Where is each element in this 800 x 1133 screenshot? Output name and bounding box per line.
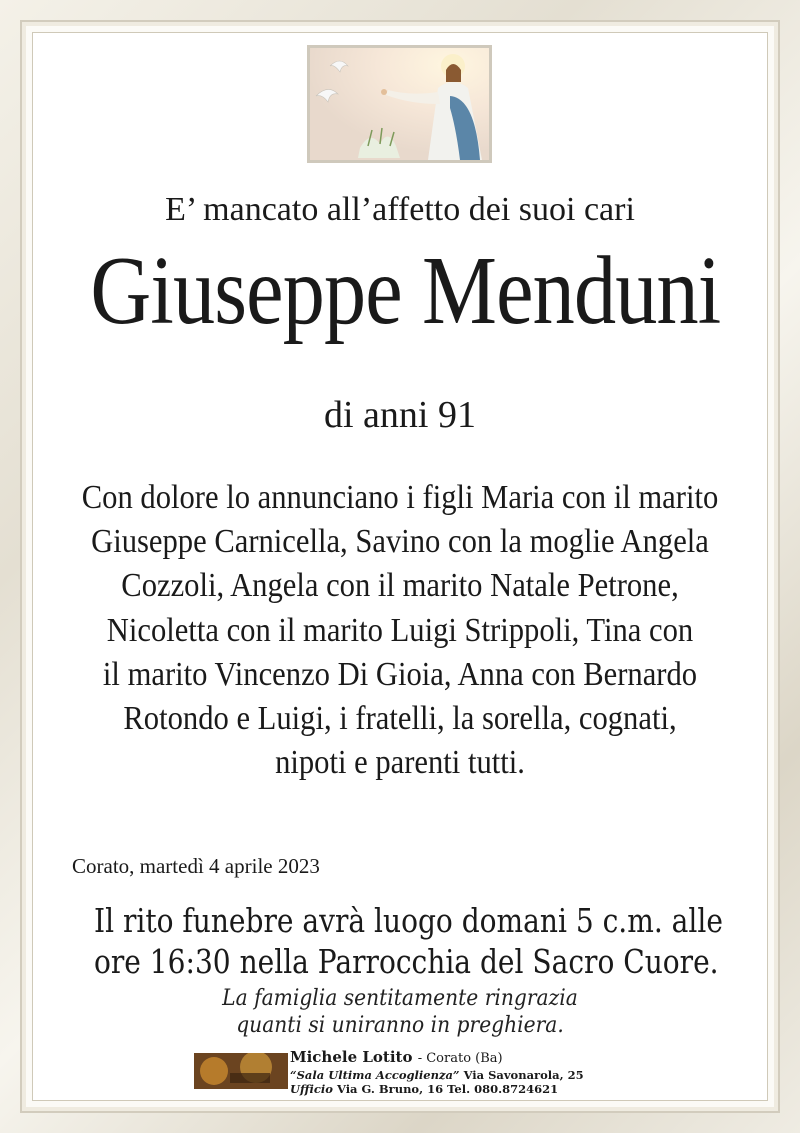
agency-logo xyxy=(194,1053,288,1089)
agency-city: - Corato (Ba) xyxy=(417,1051,503,1066)
body-line: Cozzoli, Angela con il marito Natale Petrone, xyxy=(121,567,679,605)
office-label: Ufficio xyxy=(290,1082,333,1096)
agency-footer xyxy=(290,1048,584,1096)
funeral-rite-info xyxy=(94,900,723,982)
phone-number: Tel. 080.8724621 xyxy=(447,1082,559,1096)
body-line: il marito Vincenzo Di Gioia, Anna con Bernardo xyxy=(102,655,698,693)
thanks-line: La famiglia sentitamente ringrazia xyxy=(222,986,578,1011)
hall-address: Via Savonarola, 25 xyxy=(463,1068,584,1082)
religious-image xyxy=(307,45,492,163)
body-line: Nicoletta con il marito Luigi Strippoli, Tina con xyxy=(106,611,694,649)
thanks-line: quanti si uniranno in preghiera. xyxy=(236,1013,564,1038)
age-text: di anni 91 xyxy=(324,394,476,436)
body-line: Con dolore lo annunciano i figli Maria con il marito xyxy=(81,479,719,516)
place-date: Corato, martedì 4 aprile 2023 xyxy=(72,854,320,878)
deceased-name: Giuseppe Menduni xyxy=(90,237,721,345)
intro-text: E’ mancato all’affetto dei suoi cari xyxy=(165,191,635,228)
hall-label: “Sala Ultima Accoglienza” xyxy=(290,1068,460,1082)
body-line: Giuseppe Carnicella, Savino con la moglie Angela xyxy=(91,523,709,561)
body-line: nipoti e parenti tutti. xyxy=(275,744,525,782)
office-address: Via G. Bruno, 16 xyxy=(336,1082,444,1096)
announcement-body xyxy=(76,476,724,785)
thanks-text xyxy=(69,985,731,1039)
rite-line: ore 16:30 nella Parrocchia del Sacro Cuore. xyxy=(94,942,719,981)
rite-line: Il rito funebre avrà luogo domani 5 c.m. alle xyxy=(94,901,723,940)
agency-name: Michele Lotito xyxy=(290,1048,413,1066)
body-line: Rotondo e Luigi, i fratelli, la sorella, cognati, xyxy=(123,700,677,738)
